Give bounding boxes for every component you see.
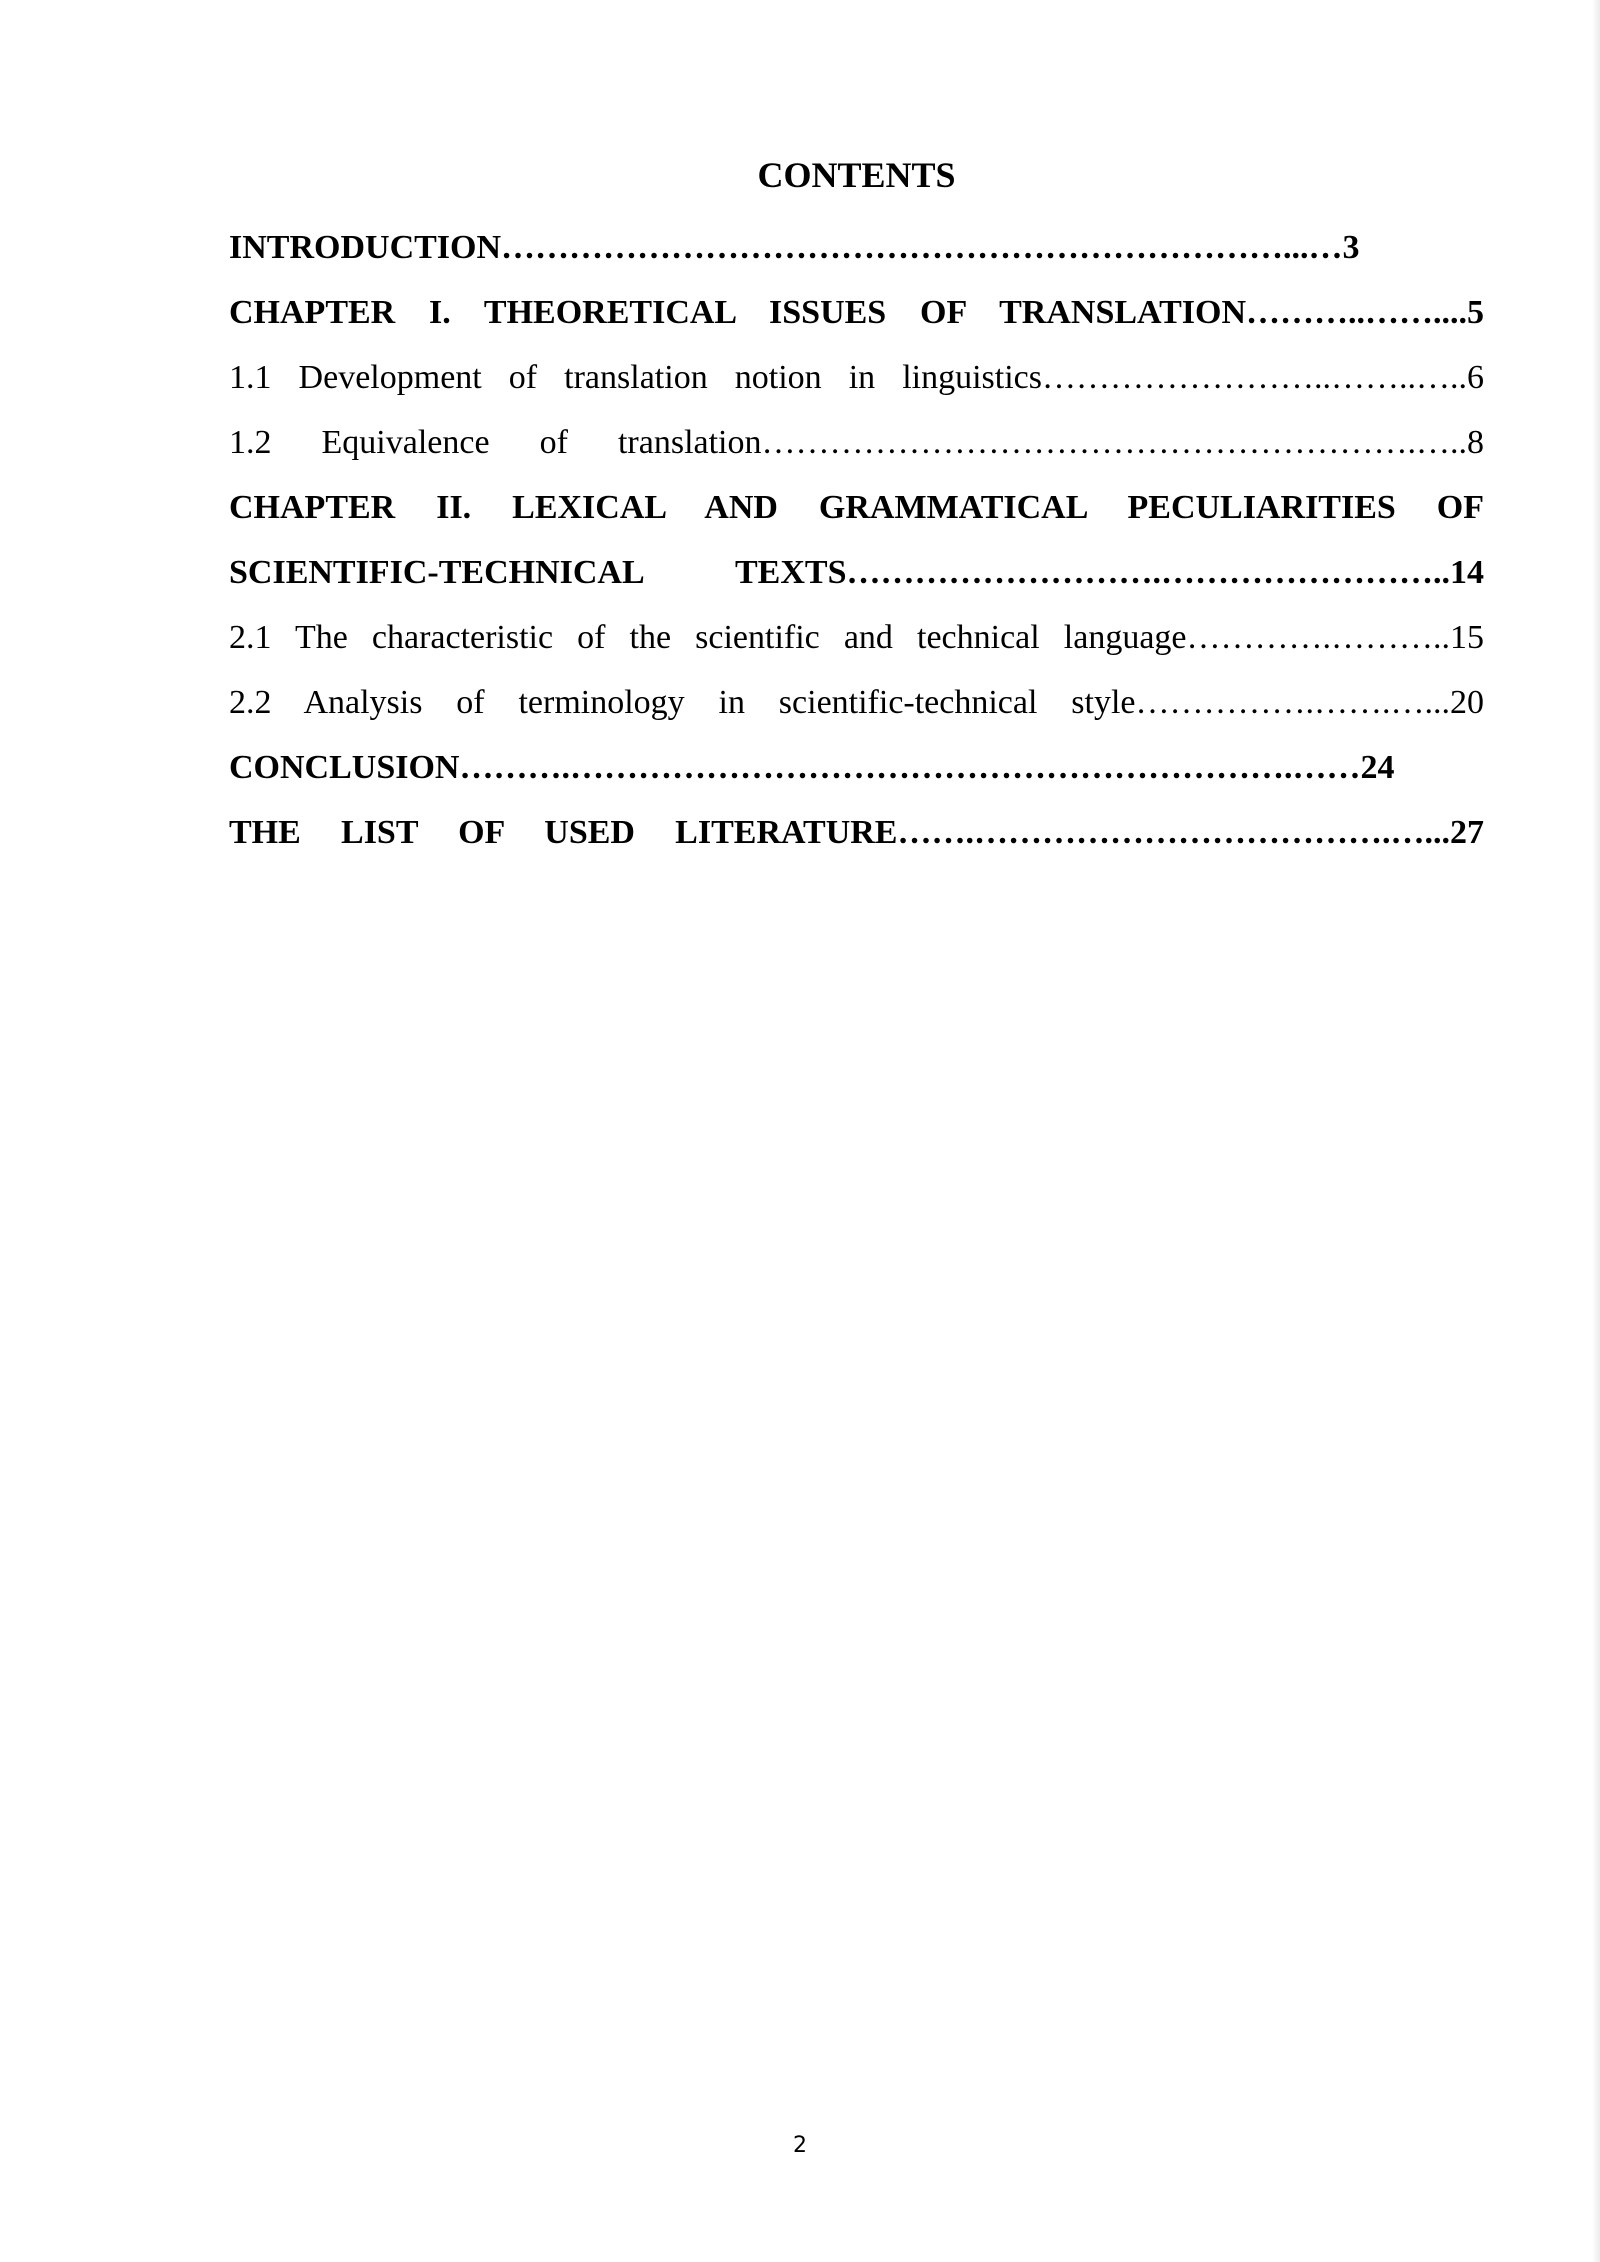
- table-of-contents: [229, 150, 1484, 865]
- toc-entry-chapter-1: CHAPTER I. THEORETICAL ISSUES OF TRANSLATION………..……....5: [229, 294, 1484, 331]
- page-number: 2: [793, 2133, 807, 2158]
- toc-entry-section-1-2: 1.2 Equivalence of translation………………………………………………….…..8: [229, 424, 1484, 461]
- toc-entry-conclusion: CONCLUSION……….……………………………………………………….……24: [229, 749, 1395, 786]
- page-edge: [1592, 0, 1600, 2262]
- contents-heading: CONTENTS: [757, 155, 956, 195]
- toc-entry-literature: THE LIST OF USED LITERATURE…….……………………………….…...27: [229, 814, 1484, 851]
- toc-entry-introduction: INTRODUCTION……………………………………………………………...…3: [229, 229, 1360, 266]
- toc-entry-section-2-1: 2.1 The characteristic of the scientific and technical language………….………..15: [229, 619, 1484, 656]
- toc-entry-section-1-1: 1.1 Development of translation notion in linguistics……………………..……..…..6: [229, 359, 1484, 396]
- toc-entry-chapter-2-line-2: SCIENTIFIC-TECHNICAL TEXTS……………………….……………………..14: [229, 554, 1484, 591]
- toc-entry-chapter-2-line-1: CHAPTER II. LEXICAL AND GRAMMATICAL PECULIARITIES OF: [229, 489, 1484, 526]
- toc-entry-section-2-2: 2.2 Analysis of terminology in scientific-technical style…………….…….…...20: [229, 684, 1484, 721]
